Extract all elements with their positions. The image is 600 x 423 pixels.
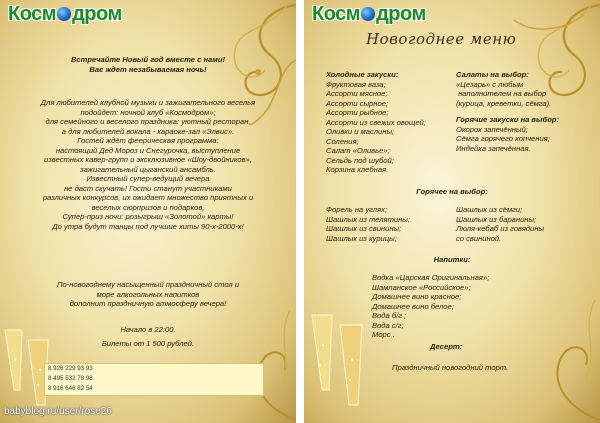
section-heading: Салаты на выбор:	[456, 70, 529, 79]
dessert-heading: Десерт:	[430, 342, 463, 351]
menu-item: Вода б/г ;	[372, 311, 407, 320]
headline	[0, 55, 296, 74]
menu-item: Домашнее вино белое;	[372, 301, 454, 311]
menu-item: Ассорти из свежих овощей;	[326, 117, 426, 127]
headline-line: Вас ждет незабываемая ночь!	[89, 64, 207, 74]
body-line: Гостей ждёт феерическая программа:	[77, 136, 219, 145]
menu-item: Окорок запечённый;	[456, 124, 528, 134]
menu-item: Шашлык из телятины;	[326, 214, 411, 224]
menu-item: Вода с/г;	[372, 320, 404, 330]
phone-number: 8 926 229 93 93	[48, 365, 93, 372]
body-line: Супер-приз ночи: розыгрыш «Золотой» карты!	[62, 212, 234, 221]
ticket-price: Билеты от 1 500 рублей.	[101, 338, 195, 348]
menu-item: Шашлык из сёмги;	[456, 205, 523, 214]
hot-dishes-right	[456, 205, 596, 243]
menu-item: со свининой.	[456, 233, 502, 243]
menu-item: Сельдь под шубой;	[326, 155, 394, 165]
menu-item: Ассорти сырное;	[326, 98, 389, 108]
body-line: настоящий Дед Мороз и Снегурочка, выступление	[55, 145, 241, 155]
hot-snacks-section	[456, 115, 576, 153]
menu-item: наполнителем на выбор	[456, 89, 547, 98]
start-time: Начало в 22:00.	[120, 325, 176, 334]
dessert-item: Праздничный новогодний торт.	[392, 363, 509, 372]
body-line: известных кавер-групп и эксклюзивное «Шоу-двойников»,	[44, 155, 252, 164]
menu-item: Ассорти мясное;	[326, 89, 388, 98]
gold-swirl-ornament	[190, 300, 296, 423]
body-line: не даст скучать! Гости станут участниками	[64, 183, 232, 193]
cold-snacks-section	[326, 70, 466, 175]
body-line: Для любителей клубной музыки и зажигательного веселья	[40, 98, 256, 107]
body-line: зажигательный цыганский ансамбль.	[80, 164, 216, 174]
extra-line: дополнит праздничную атмосферу вечера!	[69, 299, 227, 308]
club-logo: Косм дром	[312, 3, 426, 25]
globe-icon	[57, 7, 71, 21]
menu-item: Водка «Царская Оригинальная»;	[372, 273, 490, 282]
globe-icon	[361, 7, 375, 21]
hot-dishes-left	[326, 205, 456, 243]
menu-page	[304, 0, 600, 423]
menu-item: Индейка запечённая.	[456, 143, 531, 153]
extra-info	[0, 280, 296, 309]
menu-item: Шашлык из свинины;	[326, 224, 402, 233]
drinks-section	[372, 273, 552, 340]
extra-line: По-новогоднему насыщенный праздничный стол и	[56, 280, 240, 289]
headline-line: Встречайте Новый год вместе с нами!	[70, 55, 226, 64]
phone-number: 8 916 646 82 54	[48, 385, 93, 392]
drinks-heading: Напитки:	[433, 255, 471, 264]
body-line: веселых сюрпризов и подарков,	[91, 202, 205, 212]
hot-dishes-heading: Горячее на выбор:	[416, 187, 488, 196]
body-line: подойдет: ночной клуб «Космодром»;	[80, 107, 216, 117]
menu-item: Шампанское «Российское»;	[372, 282, 471, 292]
menu-item: Шашлык из баранины;	[456, 214, 537, 224]
section-heading: Холодные закуски:	[326, 70, 399, 79]
section-heading: Горячие закуски на выбор:	[456, 115, 560, 124]
menu-item: (курица, креветки, сёмга).	[456, 98, 552, 108]
menu-item: Корзина хлебная.	[326, 165, 389, 174]
menu-item: Люля-кебаб из говядины	[456, 224, 545, 233]
event-details	[0, 325, 296, 348]
menu-title: Новогоднее меню	[366, 30, 517, 48]
menu-item: Сёмга горячего копчения;	[456, 134, 550, 143]
club-logo: Косм дром	[8, 3, 122, 25]
menu-item: Ассорти рыбное;	[326, 108, 389, 117]
menu-item: Салат «Оливье»;	[326, 146, 390, 155]
body-line: для семейного и веселого праздника: уютный ресторан,	[45, 117, 251, 126]
menu-item: Соления;	[326, 136, 359, 146]
body-line: Известный супер-ведущий вечера	[86, 174, 210, 183]
body-line: а для любителей вокала - караоке-зал «Элвис».	[61, 126, 235, 136]
invitation-body	[0, 98, 296, 231]
champagne-glasses-image	[306, 300, 376, 423]
extra-line: море алкогольных напитков	[96, 289, 200, 299]
body-line: различных конкурсов, их ожидает множество приятных и	[42, 193, 254, 202]
menu-item: Шашлык из курицы;	[326, 233, 397, 243]
menu-item: Оливки и маслины;	[326, 127, 395, 136]
invitation-page	[0, 0, 296, 423]
menu-item: Фруктовая ваза;	[326, 79, 386, 89]
body-line: До утра будут танцы под лучшие хиты 90-х-2000-х!	[52, 221, 244, 231]
menu-item: Форель на углях;	[326, 205, 388, 214]
menu-item: Морс .	[372, 330, 395, 339]
menu-item: «Цезарь» с любым	[456, 79, 524, 89]
phone-number: 8 495 532 78 98	[48, 375, 93, 382]
salads-section	[456, 70, 596, 108]
phone-box	[44, 363, 264, 396]
menu-item: Домашнее вино красное;	[372, 292, 462, 301]
watermark: babyblog.ru/user/rose26	[4, 406, 112, 417]
